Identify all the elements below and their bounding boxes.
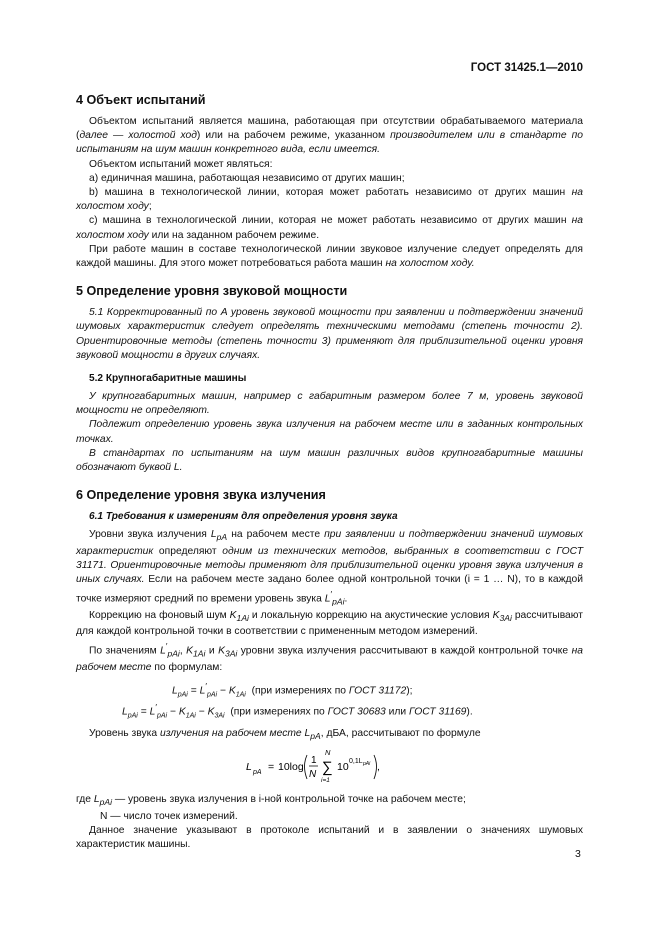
clause-6-1-paragraph-2: Коррекцию на фоновый шум $K_{1Ai}$ и локальную коррекцию на акустические условия $K_{3Ai}$ рассчитывают для каждой контрольной точки в соответствии с примененным методом измерений. bbox=[76, 609, 583, 638]
list-item-b: b) машина в технологической линии, которая может работать независимо от других машин на холостом ходу; bbox=[76, 187, 583, 213]
where-clause-1: где $L_{pAi}$ — уровень звука излучения в i-ной контрольной точке на рабочем месте; bbox=[76, 794, 466, 808]
list-item-c: c) машина в технологической линии, которая не может работать независимо от других машин на холостом ходу или на заданном рабочем режиме. bbox=[76, 215, 583, 241]
clause-6-1-heading: 6.1 Требования к измерениям для определения уровня звука bbox=[89, 511, 398, 523]
svg-text:=: = bbox=[268, 761, 275, 774]
page-body bbox=[76, 92, 583, 852]
svg-text:,: , bbox=[377, 761, 380, 774]
clause-6-1-paragraph-1: Уровни звука излучения $L_{pA}$ на рабочем месте при заявлении и подтверждении значений шумовых характеристик определяют одним из технических методов, выбранных в соответствии с ГОСТ 31171. Ориентировочные методы применяют для приблизительной оценки уровня звука излучения в иных случаях. Если на рабочем месте задано более одной контрольной точки (i = 1 … N), то в каждой точке измеряют средний по времени уровень звука $L'_{pAi}$. bbox=[76, 529, 583, 607]
svg-text:10log: 10log bbox=[278, 761, 304, 774]
section-4-paragraph-2: Объектом испытаний может являться: bbox=[89, 158, 273, 170]
clause-5-2-paragraph-1: У крупногабаритных машин, например с габаритным размером более 7 м, уровень звуковой мощности не определяют. bbox=[76, 391, 583, 417]
clause-5-2-heading: 5.2 Крупногабаритные машины bbox=[89, 373, 247, 385]
formula-1: $L_{pAi} = L'_{pAi} - K_{1Ai}$ (при измерениях по ГОСТ 31172); bbox=[172, 681, 413, 699]
clause-5-2-paragraph-3: В стандартах по испытаниям на шум машин различных видов крупногабаритные машины обозначают буквой L. bbox=[76, 447, 583, 474]
formula-3 bbox=[76, 743, 583, 789]
section-4-paragraph-3: При работе машин в составе технологической линии звуковое излучение следует определять для каждой машины. Для этого может потребоваться работа машин на холостом ходу. bbox=[76, 243, 583, 270]
clause-6-1-paragraph-4: Уровень звука излучения на рабочем месте $L_{pA}$, дБА, рассчитывают по формуле bbox=[89, 728, 481, 742]
where-clause-2: N — число точек измерений. bbox=[100, 810, 238, 822]
page-number: 3 bbox=[575, 848, 581, 860]
svg-text:N: N bbox=[309, 769, 317, 781]
svg-text:pAi: pAi bbox=[363, 761, 371, 768]
svg-text:1: 1 bbox=[311, 755, 317, 767]
section-4-title: 4 Объект испытаний bbox=[76, 93, 206, 107]
svg-text:i=1: i=1 bbox=[321, 777, 330, 785]
section-6-title: 6 Определение уровня звука излучения bbox=[76, 488, 326, 503]
svg-text:N: N bbox=[325, 748, 331, 758]
formula-2: $L_{pAi} = L'_{pAi} - K_{1Ai} - K_{3Ai}$ (при измерениях по ГОСТ 30683 или ГОСТ 31169). bbox=[122, 702, 473, 720]
list-item-a: а) единичная машина, работающая независимо от других машин; bbox=[89, 172, 405, 184]
clause-5-1: 5.1 Корректированный по A уровень звуковой мощности при заявлении и подтверждении значений шумовых характеристик следует определять техническими методами (степень точности 2). Ориентировочные методы (степень точности 3) применяют для приблизительной оценки уровня звуковой мощности в других случаях. bbox=[76, 307, 583, 361]
clause-6-1-paragraph-3: По значениям $L'_{pAi}$, $K_{1Ai}$ и $K_{3Ai}$ уровни звука излучения рассчитывают в каждой контрольной точке на рабочем месте по формулам: bbox=[76, 641, 583, 673]
clause-5-2-paragraph-2: Подлежит определению уровень звука излучения на рабочем месте или в заданных контрольных точках. bbox=[76, 419, 583, 445]
page-header: ГОСТ 31425.1—2010 bbox=[470, 62, 583, 74]
section-4-paragraph-1: Объектом испытаний является машина, работающая при отсутствии обрабатываемого материала (далее — холостой ход) или на рабочем режиме, указанном производителем или в стандарте по испытаниям на шум машин конкретного вида, если имеется. bbox=[76, 116, 583, 156]
svg-text:10: 10 bbox=[337, 761, 349, 774]
formula-3-svg bbox=[76, 743, 583, 789]
section-5-title: 5 Определение уровня звуковой мощности bbox=[76, 284, 348, 299]
svg-text:pA: pA bbox=[253, 769, 262, 777]
svg-text:L: L bbox=[246, 761, 252, 774]
svg-text:0,1L: 0,1L bbox=[349, 758, 363, 766]
sum-sign: ∑ bbox=[322, 759, 333, 777]
clause-6-1-paragraph-5: Данное значение указывают в протоколе испытаний и в заявлении о значениях шумовых характеристик машины. bbox=[76, 824, 583, 851]
